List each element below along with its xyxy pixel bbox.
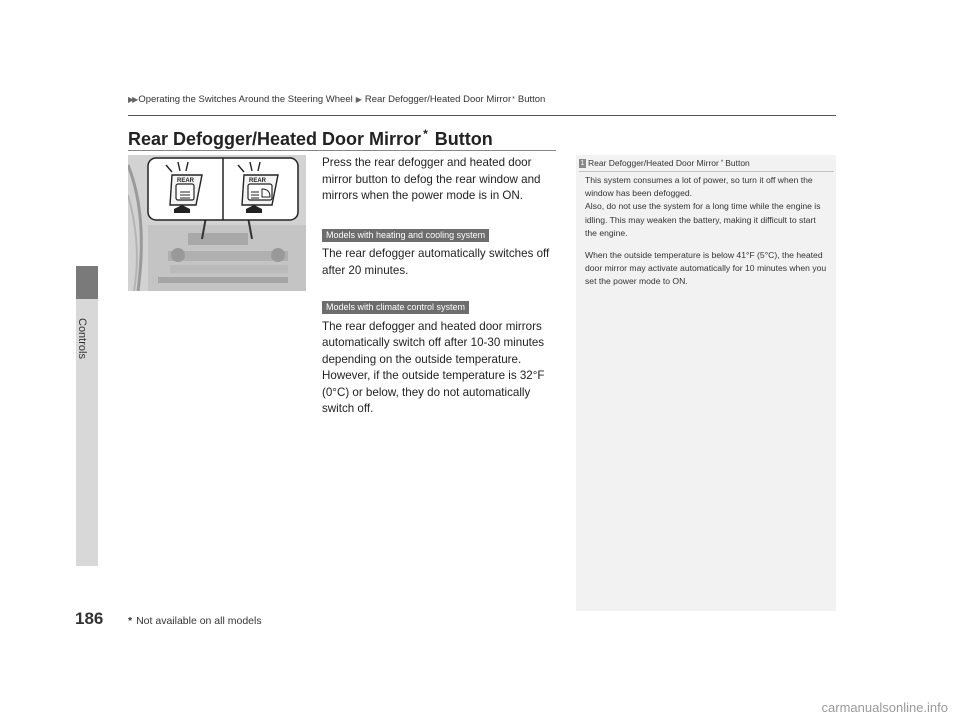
breadcrumb-item-defogger[interactable]: Rear Defogger/Heated Door Mirror xyxy=(364,94,512,105)
note-heading xyxy=(579,158,750,168)
note-body xyxy=(585,174,830,289)
model-tag-heating-cooling: Models with heating and cooling system xyxy=(322,229,489,242)
climate-control-paragraph: The rear defogger and heated door mirrors automatically switch off after 10-30 minutes depending on the outside temperature. However, if the outside temperature is 32°F (0°C) or below, they do not automatically switch off. xyxy=(322,319,545,415)
note-marker-icon: 1 xyxy=(580,159,585,167)
footnote-star: * xyxy=(128,615,133,627)
page-title-main: Rear Defogger/Heated Door Mirror xyxy=(128,129,422,149)
note-line-power: This system consumes a lot of power, so turn it off when the window has been defogged. xyxy=(585,175,813,199)
model-tag-climate-control: Models with climate control system xyxy=(322,301,469,314)
title-divider xyxy=(128,150,556,151)
note-title-suffix[interactable]: Button xyxy=(725,158,750,168)
breadcrumb-item-button[interactable]: Button xyxy=(517,94,546,105)
dashboard-drawing xyxy=(128,155,306,291)
rear-button-label-left: REAR xyxy=(177,178,195,184)
breadcrumb-item-switches[interactable]: Operating the Switches Around the Steering Wheel xyxy=(138,94,353,105)
note-title[interactable]: Rear Defogger/Heated Door Mirror xyxy=(588,158,719,168)
page-title-star: * xyxy=(423,127,428,141)
page-number: 186 xyxy=(75,609,104,628)
section-side-tab xyxy=(76,266,98,566)
breadcrumb-separator-icon: ▶ xyxy=(355,95,362,104)
page-title-suffix: Button xyxy=(434,129,493,149)
note-line-idling: Also, do not use the system for a long time while the engine is idling. This may weaken the battery, making it difficult to start the engine. xyxy=(585,201,821,238)
intro-paragraph: Press the rear defogger and heated door mirror button to defog the rear window and mirrors when the power mode is in ON. xyxy=(322,156,541,202)
note-line-temperature: When the outside temperature is below 41°F (5°C), the heated door mirror may activate automatically for 10 minutes when you set the power mode to ON. xyxy=(585,250,827,287)
section-label: Controls xyxy=(76,318,88,359)
dashboard-illustration xyxy=(128,155,306,291)
side-tab-marker xyxy=(76,266,98,299)
heating-cooling-paragraph: The rear defogger automatically switches off after 20 minutes. xyxy=(322,247,550,277)
footnote-text: Not available on all models xyxy=(136,615,262,627)
footnote xyxy=(128,615,262,627)
page-title xyxy=(128,127,493,150)
main-content xyxy=(322,155,558,418)
breadcrumb-arrow-icon: ▶▶ xyxy=(128,95,137,104)
breadcrumb-star: * xyxy=(512,96,515,103)
header-divider xyxy=(128,115,836,116)
rear-button-label-right: REAR xyxy=(249,178,267,184)
breadcrumb xyxy=(128,94,545,105)
note-box xyxy=(576,155,836,611)
note-title-star: * xyxy=(720,160,724,166)
note-divider xyxy=(579,171,834,172)
watermark: carmanualsonline.info xyxy=(821,700,948,715)
